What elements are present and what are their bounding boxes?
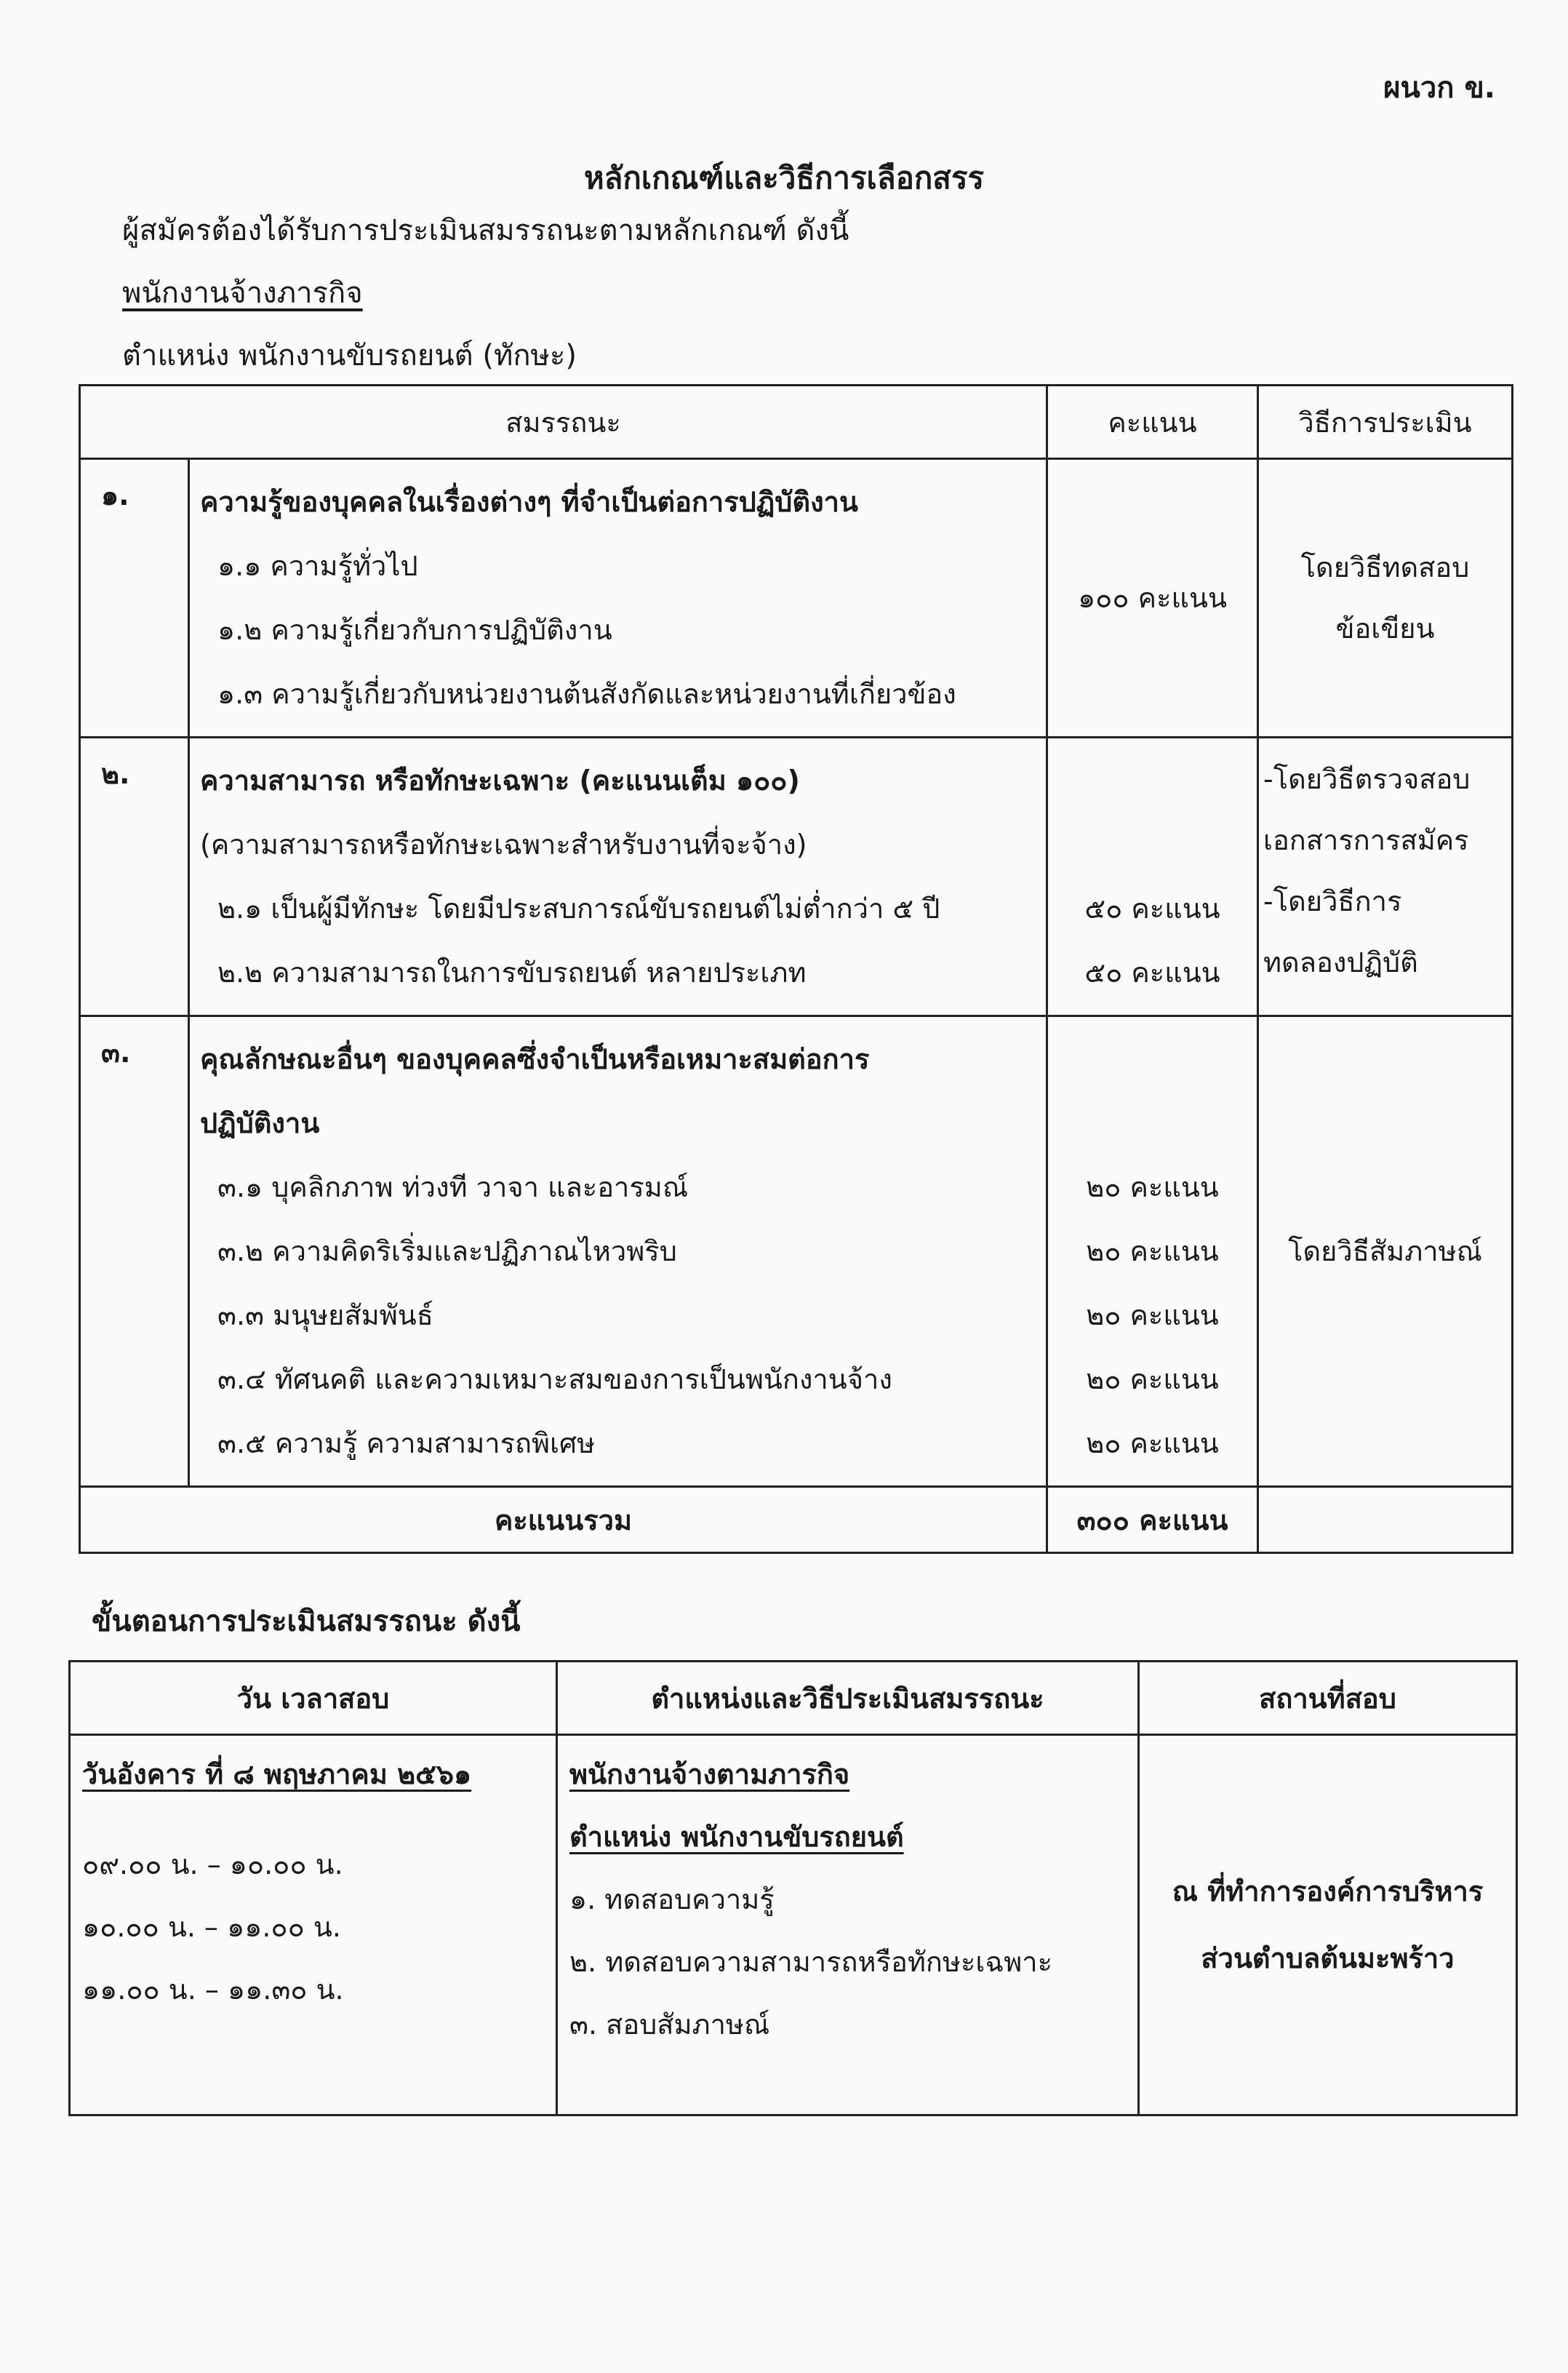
place-line: ส่วนตำบลต้นมะพร้าว bbox=[1201, 1942, 1455, 1974]
criteria-row-3 bbox=[80, 1016, 1513, 1487]
section-number: ๑. bbox=[80, 459, 189, 738]
section-method bbox=[1258, 459, 1513, 738]
header-datetime: วัน เวลาสอบ bbox=[70, 1662, 557, 1735]
header-position: ตำแหน่งและวิธีประเมินสมรรถนะ bbox=[557, 1662, 1139, 1735]
section-scores bbox=[1047, 738, 1258, 1016]
method-line: -โดยวิธีการ bbox=[1263, 885, 1402, 917]
exam-step: ๓. สอบสัมภาษณ์ bbox=[569, 2009, 770, 2041]
exam-time: ๑๑.๐๐ น. – ๑๑.๓๐ น. bbox=[82, 1974, 344, 2006]
method-line: เอกสารการสมัคร bbox=[1263, 824, 1469, 856]
criteria-table bbox=[79, 384, 1513, 1554]
header-method: วิธีการประเมิน bbox=[1258, 386, 1513, 459]
sub-item: ๓.๒ ความคิดริเริ่มและปฏิภาณไหวพริบ bbox=[217, 1235, 677, 1267]
sub-item: ๓.๑ บุคลิกภาพ ท่วงที วาจา และอารมณ์ bbox=[217, 1171, 689, 1203]
sub-item: ๒.๒ ความสามารถในการขับรถยนต์ หลายประเภท bbox=[217, 957, 807, 989]
method-line: -โดยวิธีตรวจสอบ bbox=[1263, 763, 1471, 795]
section-title: คุณลักษณะอื่นๆ ของบุคคลซึ่งจำเป็นหรือเหมาะสมต่อการ bbox=[200, 1043, 870, 1075]
total-score: ๓๐๐ คะแนน bbox=[1047, 1487, 1258, 1553]
exam-step: ๑. ทดสอบความรู้ bbox=[569, 1883, 775, 1915]
section-note: (ความสามารถหรือทักษะเฉพาะสำหรับงานที่จะจ้าง) bbox=[200, 829, 807, 861]
section-title: ความสามารถ หรือทักษะเฉพาะ (คะแนนเต็ม ๑๐๐) bbox=[200, 765, 800, 797]
item-score: ๒๐ คะแนน bbox=[1086, 1171, 1219, 1203]
schedule-table bbox=[68, 1660, 1518, 2116]
position-name: ตำแหน่ง พนักงานขับรถยนต์ bbox=[569, 1821, 904, 1853]
criteria-row-2 bbox=[80, 738, 1513, 1016]
sub-item: ๒.๑ เป็นผู้มีทักษะ โดยมีประสบการณ์ขับรถยนต์ไม่ต่ำกว่า ๕ ปี bbox=[217, 893, 940, 925]
section-method: โดยวิธีสัมภาษณ์ bbox=[1258, 1016, 1513, 1487]
place-cell bbox=[1139, 1735, 1517, 2115]
item-score: ๒๐ คะแนน bbox=[1086, 1235, 1219, 1267]
header-place: สถานที่สอบ bbox=[1139, 1662, 1517, 1735]
steps-heading: ขั้นตอนการประเมินสมรรถนะ ดังนี้ bbox=[92, 1605, 521, 1638]
place-line: ณ ที่ทำการองค์การบริหาร bbox=[1172, 1875, 1484, 1907]
section-number: ๓. bbox=[80, 1016, 189, 1487]
header-score: คะแนน bbox=[1047, 386, 1258, 459]
method-line: ทดลองปฏิบัติ bbox=[1263, 946, 1418, 978]
schedule-row bbox=[70, 1735, 1517, 2115]
section-content bbox=[189, 738, 1047, 1016]
criteria-row-1 bbox=[80, 459, 1513, 738]
exam-time: ๑๐.๐๐ น. – ๑๑.๐๐ น. bbox=[82, 1911, 341, 1943]
sub-item: ๑.๓ ความรู้เกี่ยวกับหน่วยงานต้นสังกัดและหน่วยงานที่เกี่ยวข้อง bbox=[217, 678, 956, 710]
item-score: ๒๐ คะแนน bbox=[1086, 1299, 1219, 1331]
section-title-cont: ปฏิบัติงาน bbox=[200, 1107, 320, 1139]
document-title: หลักเกณฑ์และวิธีการเลือกสรร bbox=[583, 160, 985, 196]
position-line: ตำแหน่ง พนักงานขับรถยนต์ (ทักษะ) bbox=[122, 339, 577, 372]
item-score: ๕๐ คะแนน bbox=[1084, 893, 1220, 925]
section-score: ๑๐๐ คะแนน bbox=[1047, 459, 1258, 738]
sub-item: ๓.๔ ทัศนคติ และความเหมาะสมของการเป็นพนักงานจ้าง bbox=[217, 1363, 892, 1395]
employee-type-heading: พนักงานจ้างภารกิจ bbox=[122, 276, 363, 310]
employee-type: พนักงานจ้างตามภารกิจ bbox=[569, 1758, 850, 1790]
section-content bbox=[189, 1016, 1047, 1487]
section-content bbox=[189, 459, 1047, 738]
method-line: โดยวิธีทดสอบ bbox=[1300, 551, 1470, 583]
header-competency: สมรรถนะ bbox=[80, 386, 1047, 459]
exam-time: ๐๙.๐๐ น. – ๑๐.๐๐ น. bbox=[82, 1848, 343, 1881]
intro-text: ผู้สมัครต้องได้รับการประเมินสมรรถนะตามหลักเกณฑ์ ดังนี้ bbox=[122, 214, 849, 247]
section-method bbox=[1258, 738, 1513, 1016]
total-label: คะแนนรวม bbox=[80, 1487, 1047, 1553]
section-scores bbox=[1047, 1016, 1258, 1487]
schedule-header-row bbox=[70, 1662, 1517, 1735]
total-method-empty bbox=[1258, 1487, 1513, 1553]
position-cell bbox=[557, 1735, 1139, 2115]
sub-item: ๓.๓ มนุษยสัมพันธ์ bbox=[217, 1299, 433, 1331]
sub-item: ๑.๑ ความรู้ทั่วไป bbox=[217, 550, 418, 582]
sub-item: ๑.๒ ความรู้เกี่ยวกับการปฏิบัติงาน bbox=[217, 614, 612, 646]
item-score: ๒๐ คะแนน bbox=[1086, 1427, 1219, 1459]
exam-step: ๒. ทดสอบความสามารถหรือทักษะเฉพาะ bbox=[569, 1946, 1053, 1978]
exam-date: วันอังคาร ที่ ๘ พฤษภาคม ๒๕๖๑ bbox=[82, 1758, 472, 1790]
section-number: ๒. bbox=[80, 738, 189, 1016]
criteria-total-row bbox=[80, 1487, 1513, 1553]
section-title: ความรู้ของบุคคลในเรื่องต่างๆ ที่จำเป็นต่อการปฏิบัติงาน bbox=[200, 486, 858, 518]
criteria-header-row bbox=[80, 386, 1513, 459]
method-line: ข้อเขียน bbox=[1335, 613, 1435, 645]
datetime-cell bbox=[70, 1735, 557, 2115]
sub-item: ๓.๕ ความรู้ ความสามารถพิเศษ bbox=[217, 1427, 596, 1459]
item-score: ๒๐ คะแนน bbox=[1086, 1363, 1219, 1395]
item-score: ๕๐ คะแนน bbox=[1084, 957, 1220, 989]
annex-label: ผนวก ข. bbox=[1383, 71, 1495, 105]
